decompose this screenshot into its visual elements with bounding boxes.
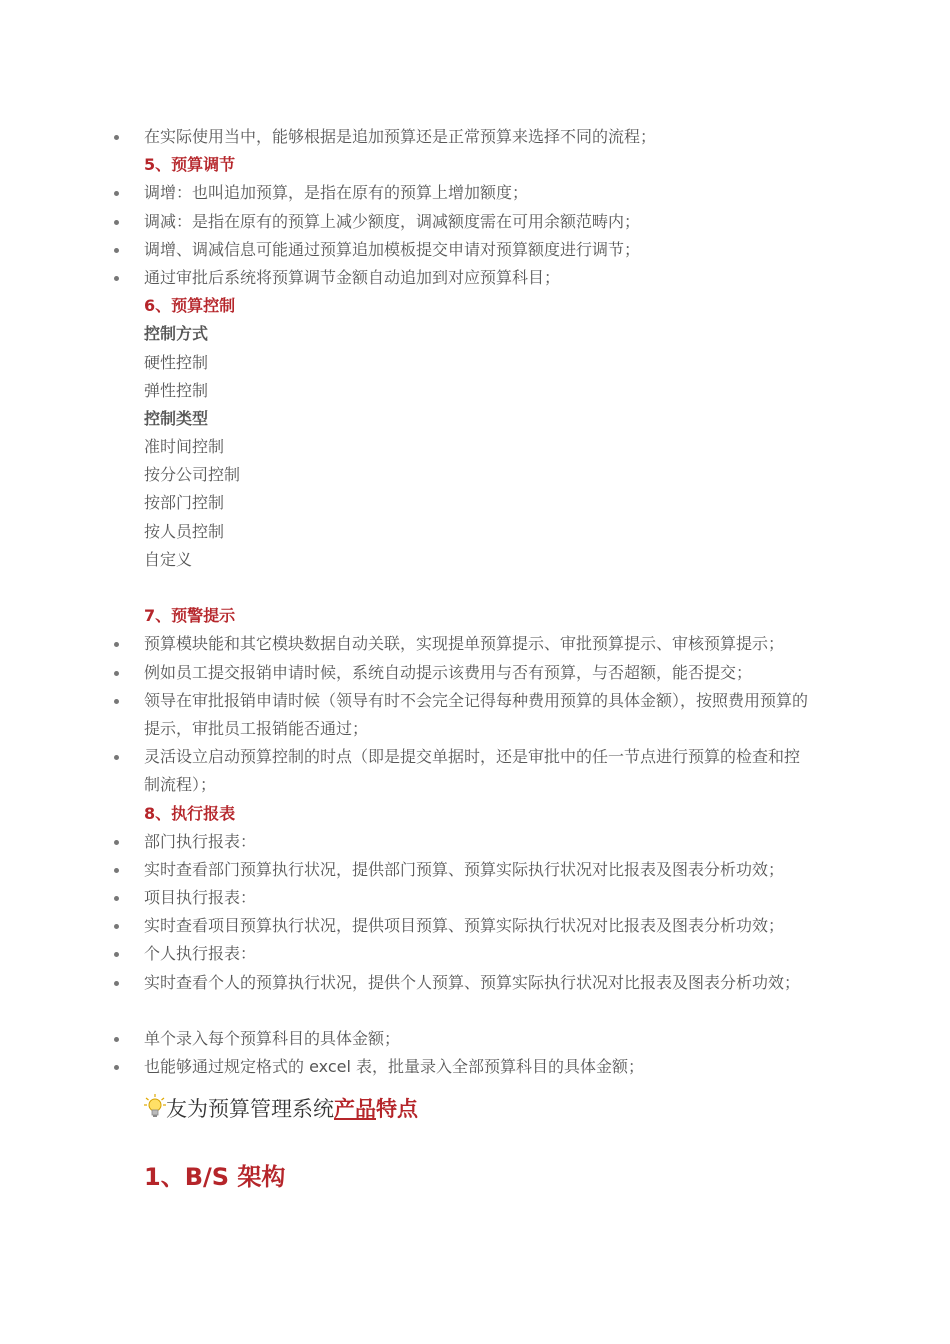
document-page	[0, 123, 950, 1197]
feature-title-part1: 友为预算管理系统	[166, 1097, 334, 1122]
list-item: 灵活设立启动预算控制的时点（即是提交单据时，还是审批中的任一节点进行预算的检查和控制流程）；	[0, 743, 809, 799]
list-item: 个人执行报表：	[0, 940, 950, 968]
list-item: 例如员工提交报销申请时候，系统自动提示该费用与否有预算，与否超额，能否提交；	[0, 659, 950, 687]
text-line: 硬性控制	[144, 352, 209, 372]
section-heading: 8、执行报表	[144, 803, 236, 823]
text-line: 弹性控制	[144, 380, 209, 400]
sub-heading: 控制类型	[144, 408, 209, 428]
section-heading: 6、预算控制	[144, 296, 236, 316]
section-heading: 5、预算调节	[144, 155, 236, 175]
list-item: 通过审批后系统将预算调节金额自动追加到对应预算科目；	[0, 264, 950, 292]
text-line: 按分公司控制	[144, 465, 241, 485]
section-heading: 7、预警提示	[144, 606, 236, 626]
feature-section-title	[0, 1089, 950, 1135]
lightbulb-icon	[144, 1093, 166, 1119]
content-lines	[0, 123, 950, 1081]
list-item: 部门执行报表：	[0, 828, 950, 856]
text-line: 自定义	[144, 549, 193, 569]
list-item: 实时查看个人的预算执行状况，提供个人预算、预算实际执行状况对比报表及图表分析功效；	[0, 969, 950, 997]
list-item: 调减：是指在原有的预算上减少额度，调减额度需在可用余额范畴内；	[0, 208, 950, 236]
list-item: 预算模块能和其它模块数据自动关联，实现提单预算提示、审批预算提示、审核预算提示；	[0, 630, 950, 658]
list-item: 实时查看项目预算执行状况，提供项目预算、预算实际执行状况对比报表及图表分析功效；	[0, 912, 950, 940]
list-item: 调增、调减信息可能通过预算追加模板提交申请对预算额度进行调节；	[0, 236, 950, 264]
blank-line	[0, 997, 950, 1025]
list-item: 调增：也叫追加预算，是指在原有的预算上增加额度；	[0, 179, 950, 207]
text-line: 按人员控制	[144, 521, 225, 541]
list-item: 实时查看部门预算执行状况，提供部门预算、预算实际执行状况对比报表及图表分析功效；	[0, 856, 950, 884]
blank-line	[0, 574, 950, 602]
list-item: 在实际使用当中，能够根据是追加预算还是正常预算来选择不同的流程；	[0, 123, 950, 151]
list-item: 也能够通过规定格式的 excel 表，批量录入全部预算科目的具体金额；	[0, 1053, 950, 1081]
sub-heading: 控制方式	[144, 324, 209, 344]
text-line: 按部门控制	[144, 493, 225, 513]
feature-title-part3: 特点	[376, 1097, 418, 1122]
list-item: 领导在审批报销申请时候（领导有时不会完全记得每种费用预算的具体金额），按照费用预算的提示，审批员工报销能否通过；	[0, 687, 809, 743]
list-item: 单个录入每个预算科目的具体金额；	[0, 1025, 950, 1053]
feature-title-part2: 产品	[334, 1097, 376, 1122]
text-line: 准时间控制	[144, 437, 225, 457]
list-item: 项目执行报表：	[0, 884, 950, 912]
section-heading-bs-architecture: 1、B/S 架构	[144, 1163, 286, 1192]
